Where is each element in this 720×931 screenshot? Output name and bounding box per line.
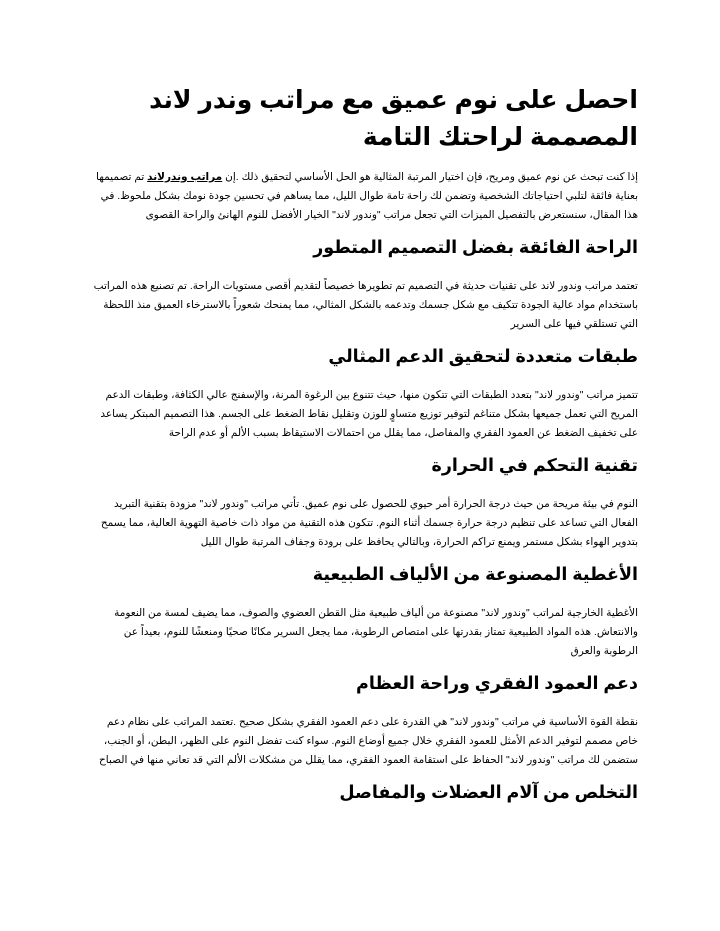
- section-layers: [90, 343, 638, 443]
- article: [90, 82, 638, 225]
- intro-text-start: إذا كنت تبحث عن نوم عميق ومريح، فإن اختيار المرتبة المثالية هو الحل الأساسي لتحقيق ذلك .إن: [222, 171, 638, 183]
- section-paragraph: تعتمد مراتب وندور لاند على تقنيات حديثة في التصميم تم تطويرها خصيصاً لتقديم أقصى مستويات الراحة. تم تصنيع هذه المراتب باستخدام مواد عالية الجودة تتكيف مع شكل جسمك وتدعمه بالشكل المثالي، مما يمنحك شعوراً بالاسترخاء العميق منذ اللحظة التي تستلقي فيها على السرير: [93, 280, 638, 330]
- intro-paragraph: [90, 168, 638, 225]
- section-heading: تقنية التحكم في الحرارة: [431, 455, 638, 475]
- section-spine: [90, 670, 638, 770]
- section-heading: طبقات متعددة لتحقيق الدعم المثالي: [328, 346, 638, 366]
- section-covers: [90, 561, 638, 661]
- wonderland-mattresses-link[interactable]: مراتب وندرلاند: [147, 171, 223, 183]
- section-heading: الراحة الفائقة بفضل التصميم المتطور: [313, 237, 638, 257]
- section-pain-relief: [90, 779, 638, 805]
- section-heading: دعم العمود الفقري وراحة العظام: [356, 673, 638, 693]
- intro-text-end: تم تصميمها بعناية فائقة لتلبي احتياجاتك الشخصية وتضمن لك راحة تامة طوال الليل، مما يساهم في تحسين جودة نومك بشكل ملحوظ. في هذا المقال، سنستعرض بالتفصيل الميزات التي تجعل مراتب "وندور لاند" الخيار الأفضل للنوم الهانئ والراحة القصوى: [96, 171, 638, 221]
- section-paragraph: نقطة القوة الأساسية في مراتب "وندور لاند" هي القدرة على دعم العمود الفقري بشكل صحيح .تعتمد المراتب على نظام دعم خاص مصمم لتوفير الدعم الأمثل للعمود الفقري خلال جميع أوضاع النوم. سواء كنت تفضل النوم على الظهر، البطن، أو الجنب، ستضمن لك مراتب "وندور لاند" الحفاظ على استقامة العمود الفقري، مما يقلل من مشكلات الألم التي قد تعاني منها في الصباح: [99, 716, 638, 766]
- section-paragraph: الأغطية الخارجية لمراتب "وندور لاند" مصنوعة من ألياف طبيعية مثل القطن العضوي والصوف، مما يضيف لمسة من النعومة والانتعاش. هذه المواد الطبيعية تمتاز بقدرتها على امتصاص الرطوبة، مما يجعل السرير مكانًا صحيًا ومنعشًا للنوم، بعيداً عن الرطوبة والعرق: [114, 607, 638, 657]
- page-title: احصل على نوم عميق مع مراتب وندر لاند المصممة لراحتك التامة: [149, 86, 638, 151]
- section-paragraph: النوم في بيئة مريحة من حيث درجة الحرارة أمر حيوي للحصول على نوم عميق. تأتي مراتب "وندور لاند" مزودة بتقنية التبريد الفعال التي تساعد على تنظيم درجة حرارة جسمك أثناء النوم. تتكون هذه التقنية من مواد ذات خاصية التهوية العالية، مما يسمح بتدوير الهواء بشكل مستمر ويمنع تراكم الحرارة، وبالتالي يحافظ على برودة وجفاف المرتبة طوال الليل: [100, 498, 638, 548]
- section-heading: الأغطية المصنوعة من الألياف الطبيعية: [312, 564, 638, 584]
- section-heading: التخلص من آلام العضلات والمفاصل: [339, 782, 638, 802]
- section-design: [90, 234, 638, 334]
- section-temperature: [90, 452, 638, 552]
- section-paragraph: تتميز مراتب "وندور لاند" بتعدد الطبقات التي تتكون منها، حيث تتنوع بين الرغوة المرنة، والإسفنج عالي الكثافة، وطبقات الدعم المريح التي تعمل جميعها بشكل متناغم لتوفير توزيع متساوٍ للوزن وتقليل نقاط الضغط على الجسم. هذا التصميم المبتكر يساعد على تخفيف الضغط عن العمود الفقري والمفاصل، مما يقلل من احتمالات الاستيقاظ بسبب الألم أو عدم الراحة: [100, 389, 638, 439]
